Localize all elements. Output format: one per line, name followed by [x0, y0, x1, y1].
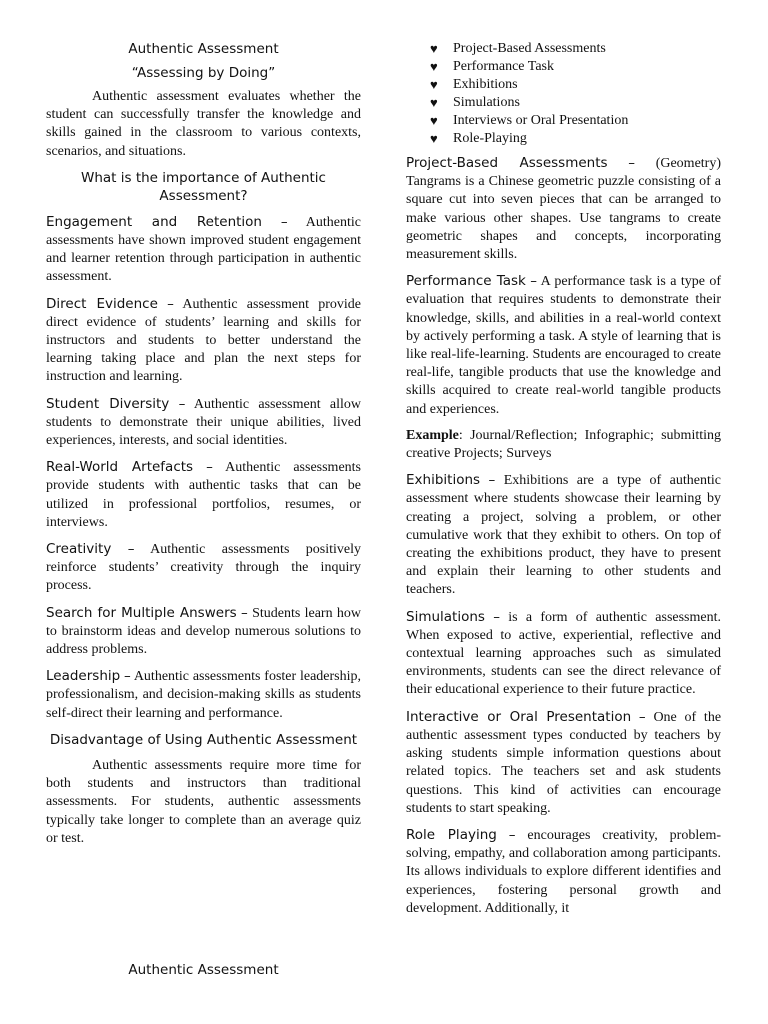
- list-item-label: Role-Playing: [453, 131, 527, 146]
- item-term: Direct Evidence: [46, 295, 158, 312]
- item-text: Authentic assessment provide direct evidence of students’ learning and skills for instructors and students to better understand the learning taking place and plan the next steps for instruction and learning.: [46, 296, 361, 385]
- importance-item: [46, 213, 361, 287]
- heart-bullet-icon: ♥: [430, 95, 438, 110]
- dash: –: [178, 395, 186, 412]
- section-paragraph: [406, 272, 721, 419]
- section-paragraph: [406, 608, 721, 700]
- right-column: [406, 40, 721, 926]
- section-paragraph: [406, 826, 721, 918]
- list-item: [406, 130, 721, 148]
- list-item: [406, 112, 721, 130]
- item-text: Students learn how to brainstorm ideas and develop numerous solutions to address problems.: [46, 605, 362, 658]
- item-text: Authentic assessments have shown improved student engagement and learner retention through participation in authentic assessment.: [46, 214, 362, 285]
- heart-bullet-icon: ♥: [430, 131, 438, 146]
- left-column: [46, 40, 361, 856]
- dash: –: [240, 604, 248, 621]
- item-text: Authentic assessment allow students to demonstrate their unique abilities, lived experiences, interests, and social identities.: [46, 396, 361, 449]
- section-term: Simulations: [406, 608, 485, 625]
- item-term: Student Diversity: [46, 395, 170, 412]
- dash: –: [493, 608, 500, 625]
- section-term: Exhibitions: [406, 472, 481, 489]
- heart-bullet-icon: ♥: [430, 113, 438, 128]
- section-term: Performance Task: [406, 273, 526, 290]
- heart-bullet-icon: ♥: [430, 77, 438, 92]
- dash: –: [488, 472, 496, 489]
- dash: –: [628, 155, 635, 171]
- item-text: Authentic assessments provide students with authentic tasks that can be utilized in professional portfolios, resumes, or interviews.: [46, 460, 361, 530]
- item-term: Real-World Artefacts: [46, 459, 194, 476]
- section-text: Exhibitions are a type of authentic assessment where students showcase their learning by creating a project, solving a problem, or other cumulative work that they exhibit to others. On top of creating the exhibitions product, they have to present and explain their learning to other students and teachers.: [406, 473, 721, 598]
- importance-item: [46, 540, 361, 596]
- importance-item: [46, 667, 361, 723]
- dash: –: [167, 295, 174, 312]
- disadvantage-heading: Disadvantage of Using Authentic Assessment: [49, 731, 358, 748]
- section-term: Interactive or Oral Presentation: [406, 708, 632, 725]
- item-text: Authentic assessments foster leadership, professionalism, and decision-making skills as students self-direct their learning and performance.: [46, 669, 362, 721]
- assessment-type-list: [406, 40, 721, 148]
- section-term: Role Playing: [406, 826, 497, 843]
- list-item-label: Performance Task: [453, 59, 555, 74]
- heart-bullet-icon: ♥: [430, 59, 438, 74]
- item-term: Engagement and Retention: [46, 213, 262, 230]
- list-item: [406, 76, 721, 94]
- example-text: Journal/Reflection; Infographic; submitting creative Projects; Surveys: [406, 427, 721, 462]
- importance-heading: What is the importance of Authentic Assessment?: [81, 169, 326, 204]
- section-term: Project-Based Assessments: [406, 155, 608, 171]
- list-item: [406, 94, 721, 112]
- disadvantage-paragraph: Authentic assessments require more time for both students and instructors than traditional assessments. For students, authentic assessments typically take longer to complete than an average quiz or test.: [46, 757, 361, 846]
- list-item-label: Project-Based Assessments: [453, 41, 606, 56]
- item-term: Creativity: [46, 541, 112, 558]
- list-item-label: Simulations: [453, 95, 520, 110]
- section-text: (Geometry) Tangrams is a Chinese geometric puzzle consisting of a square cut into seven pieces that can be arranged to make various other shapes. Use tangrams to create geometric shapes and concepts, incorporating measurement skills.: [406, 156, 721, 263]
- list-item: [406, 40, 721, 58]
- example-label: Example: [406, 427, 459, 443]
- importance-item: [46, 395, 361, 451]
- intro-paragraph: Authentic assessment evaluates whether the student can successfully transfer the knowledge and skills gained in the classroom to various contexts, scenarios, and situations.: [46, 89, 361, 159]
- document-subtitle: “Assessing by Doing”: [131, 65, 276, 81]
- page-footer: Authentic Assessment: [128, 962, 279, 978]
- heart-bullet-icon: ♥: [430, 41, 438, 56]
- dash: –: [280, 213, 288, 230]
- importance-item: [46, 295, 361, 387]
- item-text: Authentic assessments positively reinforce students’ creativity through the inquiry process.: [46, 542, 362, 594]
- dash: –: [530, 273, 538, 290]
- list-item-label: Exhibitions: [453, 77, 518, 92]
- list-item: [406, 58, 721, 76]
- document-title: Authentic Assessment: [128, 41, 279, 57]
- list-item-label: Interviews or Oral Presentation: [453, 113, 629, 128]
- importance-item: [46, 604, 361, 660]
- section-paragraph: [406, 708, 721, 818]
- item-term: Leadership: [46, 668, 121, 685]
- example-paragraph: Example: Journal/Reflection; Infographic; submitting creative Projects; Surveys: [406, 427, 721, 462]
- section-paragraph: [406, 471, 721, 599]
- dash: –: [508, 826, 516, 843]
- dash: –: [127, 541, 135, 558]
- importance-item: [46, 458, 361, 532]
- section-text: encourages creativity, problem-solving, empathy, and collaboration among participants. Its allows individuals to explore different identifies and experiences, fostering personal growth and development. Additionally, it: [406, 827, 721, 916]
- dash: –: [638, 708, 646, 725]
- item-term: Search for Multiple Answers: [46, 604, 237, 621]
- dash: –: [206, 459, 213, 476]
- section-text: is a form of authentic assessment. When exposed to active, experiential, reflective and contextual learning approaches such as simulated environments, students can see the direct relevance of their educational experience to their future practice.: [406, 609, 722, 698]
- dash: –: [124, 668, 131, 685]
- section-paragraph: [406, 154, 721, 264]
- section-text: One of the authentic assessment types conducted by teachers by asking students simple information questions about related topics. The teachers set and ask students questions. This kind of activities can encourage students to start speaking.: [406, 709, 722, 816]
- section-text: A performance task is a type of evaluation that requires students to demonstrate their knowledge, skills, and abilities in a real-world context by actively performing a task. A style of learning that is like real-life-learning. Students are encouraged to create real-life, tangible products that use the knowledge and skills acquired to create real-world tangible products and experiences.: [406, 274, 721, 417]
